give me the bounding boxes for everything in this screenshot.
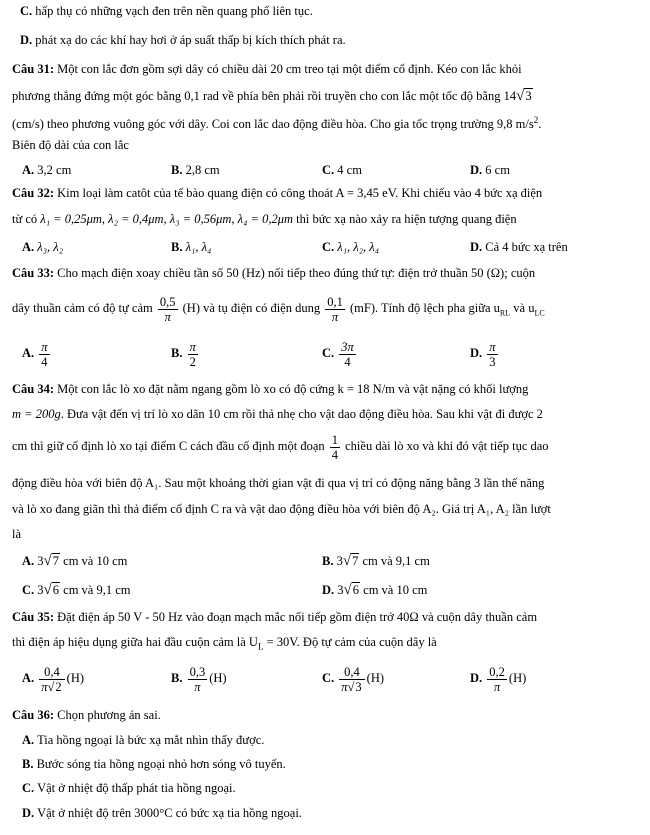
question-text: cm thì giữ cố định lò xo tại điểm C cách đầu cố định một đoạn [12,439,325,453]
frac-den: π [341,679,348,694]
q33-line2 [12,293,545,329]
sqrt-radicand: 7 [52,554,60,568]
coef: 3 [37,554,44,568]
option-letter: B. [322,554,334,568]
frac-num: 0,1 [327,294,343,309]
frac-num: π [489,339,496,354]
option-text: phát xạ do các khí hay hơi ở áp suất thấp bị kích thích phát ra. [35,33,346,47]
frac-den: 3 [489,354,496,369]
question-text: phương thẳng đứng một góc bằng 0,1 rad về phía bên phải rồi truyền cho con lắc một tốc độ bằng 14 [12,89,517,103]
question-label: Câu 36: [12,708,55,722]
frac-num: π [189,339,196,354]
unit: (H) [366,671,385,685]
question-text: chiều dài lò xo và khi đó vật tiếp tục dao [345,439,549,453]
q32-line2 [12,211,517,227]
question-label: Câu 35: [12,610,55,624]
option-letter: A. [22,733,35,747]
q35-option-b[interactable] [171,662,227,694]
option-text: 3,2 cm [37,163,72,177]
option-letter: C. [322,346,335,360]
frac-num: 0,4 [339,665,364,680]
q31-line3: (cm/s) theo phương vuông góc với dây. Coi con lắc dao động điều hòa. Cho gia tốc trọng trường 9,8 $m/s^2$. [12,115,542,132]
question-label: Câu 32: [12,186,55,200]
coef: 3 [37,583,44,597]
frac-num: π [41,339,48,354]
capacitance-fraction [325,295,345,324]
q31-option-d[interactable] [470,162,510,178]
frac-num: 3π [341,339,354,354]
question-text: và u [513,301,535,315]
question-text: Đặt điện áp 50 V - 50 Hz vào đoạn mạch mắc nối tiếp gồm điện trở 40Ω và cuộn dây thuần cảm [57,610,538,624]
option-letter: C. [322,240,335,254]
q31-option-a[interactable] [22,162,71,178]
option-letter: B. [171,346,183,360]
q33-option-d[interactable] [470,338,500,369]
q36-option-a[interactable] [22,732,264,748]
option-text: Bước sóng tia hồng ngoại nhỏ hơn sóng vô tuyến. [36,757,286,771]
q31-option-b[interactable] [171,162,220,178]
q32-option-c[interactable] [322,239,379,255]
option-letter: B. [171,671,183,685]
option-letter: D. [470,163,483,177]
q34-line4 [12,475,544,491]
option-fraction: $\frac{0,4}{\pi√3}$ [339,665,364,694]
question-text: Một con lắc đơn gồm sợi dây có chiều dài 20 cm treo tại một điểm cố định. Kéo con lắc khỏi [57,62,522,76]
question-text: Biên độ dài của con lắc [12,138,129,152]
unit: (H) [508,671,527,685]
option-letter: D. [470,240,483,254]
q34-line3 [12,430,549,462]
sqrt-radicand: 3 [355,679,362,694]
q33-option-a[interactable] [22,338,52,369]
q32-line1 [12,185,542,201]
frac-den: 2 [189,354,196,369]
question-text: (mF). Tính độ lệch pha giữa u [349,301,500,315]
option-letter: D. [22,806,35,820]
sqrt-radicand: 3 [525,89,532,103]
question-text: từ có [12,212,38,226]
q34-line1 [12,381,528,397]
q31-option-c[interactable] [322,162,362,178]
question-text: dây thuần cảm có độ tự cảm [12,301,153,315]
q35-line1 [12,609,537,625]
option-letter: D. [470,671,483,685]
frac-num: 1 [331,432,338,447]
question-text: thì bức xạ nào xảy ra hiện tượng quang điện [296,212,517,226]
question-text: Một con lắc lò xo đặt nằm ngang gồm lò xo có độ cứng k = 18 N/m và vật nặng có khối lượng [57,382,529,396]
option-text: λ₃, λ₂ [37,240,64,254]
frac-num: 0,4 [39,665,64,680]
coef: 3 [336,554,343,568]
q35-option-d[interactable] [470,662,526,694]
q34-option-a[interactable]: A. 3√7 cm và 10 cm [22,553,128,569]
q31-line4 [12,137,129,153]
mass-formula: m = 200g [12,407,61,421]
option-letter: B. [171,240,183,254]
q35-option-a[interactable] [22,662,84,694]
option-letter: A. [22,554,35,568]
option-text: Tia hồng ngoại là bức xạ mắt nhìn thấy được. [37,733,265,747]
option-text: 2,8 cm [185,163,220,177]
frac-num: 0,3 [189,664,206,679]
q30-option-d [20,32,346,48]
question-text: thì điện áp hiệu dụng giữa hai đầu cuộn cảm là U [12,635,258,649]
q35-line2 [12,634,437,655]
option-letter: C. [22,583,35,597]
option-letter: C. [322,163,335,177]
q32-option-a[interactable] [22,239,63,255]
option-text: Cả 4 bức xạ trên [485,240,568,254]
frac-num: 0,5 [159,294,176,309]
option-letter: C. [322,671,335,685]
option-text: Vật ở nhiệt độ thấp phát tia hồng ngoại. [37,781,236,795]
option-text: λ₁, λ₄ [185,240,212,254]
q33-option-c[interactable] [322,338,358,369]
q34-option-c[interactable]: C. 3√6 cm và 9,1 cm [22,582,131,598]
q34-option-d[interactable]: D. 3√6 cm và 10 cm [322,582,428,598]
question-text: . Đưa vật đến vị trí lò xo dãn 10 cm rồi thả nhẹ cho vật dao động điều hòa. Sau khi vật đi được 2 [60,407,543,421]
option-fraction [339,340,356,369]
frac-den: 4 [344,354,351,369]
unit: (H) [66,671,85,685]
option-fraction: $\frac{0,4}{\pi√2}$ [39,665,64,694]
question-text: là [12,527,22,541]
question-text: Cho mạch điện xoay chiều tần số 50 (Hz) nối tiếp theo đúng thứ tự: điện trở thuần 50 (Ω); cuộn [57,266,536,280]
option-text: cm và 9,1 cm [63,583,131,597]
subscript: L [257,641,264,652]
question-text: Chọn phương án sai. [57,708,161,722]
option-text: 4 cm [337,163,362,177]
question-text: và lò xo đang giãn thì thả điểm cố định C ra và vật dao động điều hòa với biên độ A₂. Giá trị A₁, A₂ lần lượt [12,502,551,516]
option-letter: B. [171,163,183,177]
q31-line2: phương thẳng đứng một góc bằng 0,1 rad về phía bên phải rồi truyền cho con lắc một tốc độ bằng 14√3 [12,88,532,104]
question-label: Câu 31: [12,62,55,76]
sqrt-radicand: 6 [52,583,60,597]
q31-line1 [12,61,522,77]
superscript: 2 [533,115,539,125]
subscript: RL [499,308,511,318]
sqrt-radicand: 7 [352,554,359,568]
q34-line5 [12,501,551,517]
option-letter: A. [22,240,35,254]
q33-line1 [12,265,535,281]
q36-option-d[interactable] [22,805,302,821]
q34-option-b[interactable]: B. 3√7 cm và 9,1 cm [322,553,430,569]
option-letter: D. [470,346,483,360]
wavelength-formula: λ₁ = 0,25μm, λ₂ = 0,4μm, λ₃ = 0,56μm, λ₄ = 0,2μm [40,212,294,226]
option-letter: C. [22,781,35,795]
question-label: Câu 33: [12,266,55,280]
quarter-fraction [330,433,340,462]
option-text: cm và 10 cm [63,554,128,568]
option-text: hấp thụ có những vạch đen trên nền quang phổ liên tục. [35,4,313,18]
sqrt-radicand: 2 [55,679,62,694]
q36-stem [12,707,161,723]
option-fraction [188,665,208,694]
option-text: cm và 10 cm [363,583,428,597]
q36-option-b[interactable] [22,756,286,772]
option-text: cm và 9,1 cm [362,554,430,568]
option-letter: A. [22,671,35,685]
question-text: Kim loại làm catôt của tế bào quang điện có công thoát A = 3,45 eV. Khi chiếu vào 4 bức xạ điện [57,186,543,200]
question-label: Câu 34: [12,382,55,396]
q35-option-c[interactable] [322,662,384,694]
option-text: 6 cm [485,163,510,177]
q36-option-c[interactable] [22,780,236,796]
option-text: Vật ở nhiệt độ trên 3000°C có bức xạ tia hồng ngoại. [37,806,302,820]
frac-num: 0,2 [489,664,505,679]
q34-line2 [12,406,543,422]
option-letter: D. [20,33,33,47]
q32-option-b[interactable] [171,239,211,255]
q33-option-b[interactable] [171,338,200,369]
frac-den: π [331,309,339,324]
option-fraction [487,665,507,694]
frac-den: 4 [331,447,338,462]
option-letter: B. [22,757,34,771]
frac-den: π [41,679,48,694]
question-text: (cm/s) theo phương vuông góc với dây. Coi con lắc dao động điều hòa. Cho gia tốc trọng trường 9,8 m/s [12,117,534,132]
frac-den: 4 [41,354,48,369]
subscript: LC [534,308,545,318]
question-text: = 30V. Độ tự cảm của cuộn dây là [263,635,437,649]
option-letter: D. [322,583,335,597]
coef: 3 [337,583,344,597]
option-letter: A. [22,346,35,360]
q30-option-c [20,3,313,19]
q32-option-d[interactable] [470,239,568,255]
frac-den: π [493,679,501,694]
option-text: λ₁, λ₂, λ₄ [337,240,380,254]
option-fraction [487,340,497,369]
q34-line6 [12,526,21,542]
inductance-fraction [158,295,178,324]
frac-den: π [194,679,201,694]
option-fraction [39,340,49,369]
question-text: (H) và tụ điện có điện dung [182,301,321,315]
frac-den: π [164,309,171,324]
option-letter: C. [20,4,33,18]
sqrt-radicand: 6 [352,583,360,597]
unit: (H) [209,671,227,685]
option-letter: A. [22,163,35,177]
question-text: động điều hòa với biên độ A₁. Sau một khoảng thời gian vật đi qua vị trí có động năng bằng 3 lần thế năng [12,476,545,490]
option-fraction [188,340,198,369]
